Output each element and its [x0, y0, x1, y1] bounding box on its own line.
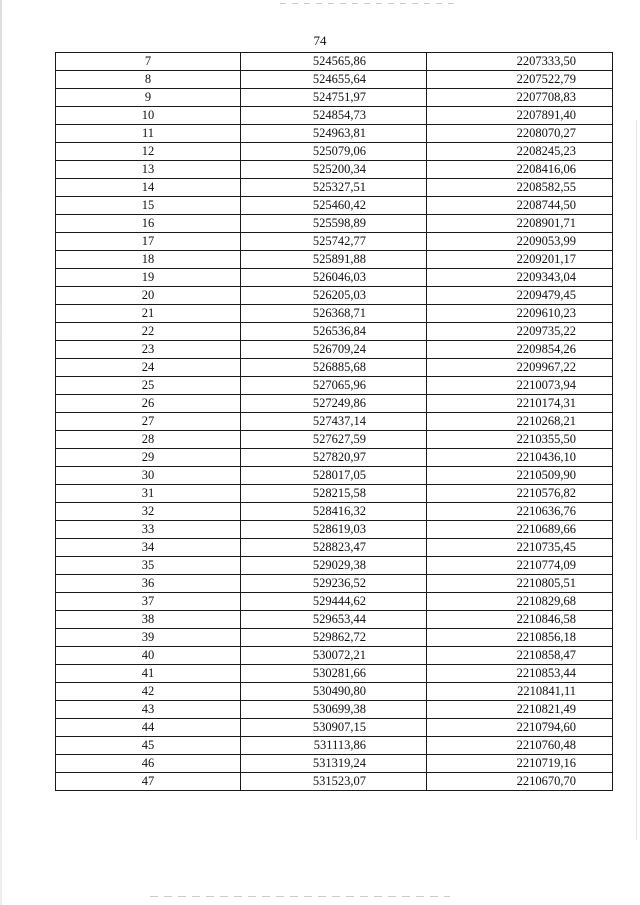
- table-row: [56, 431, 613, 449]
- y-coordinate-cell: 2209610,23: [427, 305, 613, 323]
- x-coordinate-cell: 524963,81: [241, 125, 427, 143]
- y-coordinate-cell: 2210829,68: [427, 593, 613, 611]
- x-coordinate-cell: 529029,38: [241, 557, 427, 575]
- y-coordinate-cell: 2210853,44: [427, 665, 613, 683]
- y-coordinate-cell: 2208245,23: [427, 143, 613, 161]
- x-coordinate-cell: 524565,86: [241, 53, 427, 71]
- page-number: 74: [313, 33, 327, 48]
- table-row: [56, 197, 613, 215]
- y-coordinate-cell: 2208744,50: [427, 197, 613, 215]
- coordinates-table-body: [56, 53, 613, 791]
- table-row: [56, 701, 613, 719]
- x-coordinate-cell: 524655,64: [241, 71, 427, 89]
- point-number-cell: 11: [56, 125, 241, 143]
- point-number-cell: 47: [56, 773, 241, 791]
- x-coordinate-cell: 525891,88: [241, 251, 427, 269]
- y-coordinate-cell: 2208416,06: [427, 161, 613, 179]
- table-row: [56, 125, 613, 143]
- point-number-cell: 21: [56, 305, 241, 323]
- table-row: [56, 557, 613, 575]
- y-coordinate-cell: 2209053,99: [427, 233, 613, 251]
- table-row: [56, 287, 613, 305]
- table-row: [56, 413, 613, 431]
- table-row: [56, 143, 613, 161]
- table-row: [56, 341, 613, 359]
- table-row: [56, 323, 613, 341]
- y-coordinate-cell: 2210774,09: [427, 557, 613, 575]
- x-coordinate-cell: 525327,51: [241, 179, 427, 197]
- x-coordinate-cell: 525079,06: [241, 143, 427, 161]
- table-row: [56, 305, 613, 323]
- table-row: [56, 719, 613, 737]
- x-coordinate-cell: 529236,52: [241, 575, 427, 593]
- scan-edge-left: [0, 0, 2, 905]
- y-coordinate-cell: 2207891,40: [427, 107, 613, 125]
- y-coordinate-cell: 2210174,31: [427, 395, 613, 413]
- table-row: [56, 377, 613, 395]
- point-number-cell: 36: [56, 575, 241, 593]
- table-row: [56, 359, 613, 377]
- y-coordinate-cell: 2210436,10: [427, 449, 613, 467]
- y-coordinate-cell: 2209854,26: [427, 341, 613, 359]
- point-number-cell: 15: [56, 197, 241, 215]
- scan-edge-right: [636, 120, 637, 840]
- point-number-cell: 42: [56, 683, 241, 701]
- point-number-cell: 8: [56, 71, 241, 89]
- y-coordinate-cell: 2210735,45: [427, 539, 613, 557]
- point-number-cell: 18: [56, 251, 241, 269]
- x-coordinate-cell: 530072,21: [241, 647, 427, 665]
- point-number-cell: 37: [56, 593, 241, 611]
- y-coordinate-cell: 2208901,71: [427, 215, 613, 233]
- point-number-cell: 28: [56, 431, 241, 449]
- point-number-cell: 9: [56, 89, 241, 107]
- y-coordinate-cell: 2207333,50: [427, 53, 613, 71]
- point-number-cell: 45: [56, 737, 241, 755]
- y-coordinate-cell: 2210355,50: [427, 431, 613, 449]
- table-row: [56, 215, 613, 233]
- table-row: [56, 485, 613, 503]
- x-coordinate-cell: 525460,42: [241, 197, 427, 215]
- x-coordinate-cell: 527820,97: [241, 449, 427, 467]
- table-row: [56, 89, 613, 107]
- table-row: [56, 611, 613, 629]
- x-coordinate-cell: 531319,24: [241, 755, 427, 773]
- x-coordinate-cell: 526885,68: [241, 359, 427, 377]
- y-coordinate-cell: 2210719,16: [427, 755, 613, 773]
- point-number-cell: 44: [56, 719, 241, 737]
- point-number-cell: 22: [56, 323, 241, 341]
- point-number-cell: 12: [56, 143, 241, 161]
- point-number-cell: 13: [56, 161, 241, 179]
- y-coordinate-cell: 2208582,55: [427, 179, 613, 197]
- x-coordinate-cell: 531523,07: [241, 773, 427, 791]
- x-coordinate-cell: 529444,62: [241, 593, 427, 611]
- x-coordinate-cell: 524854,73: [241, 107, 427, 125]
- table-row: [56, 539, 613, 557]
- table-row: [56, 251, 613, 269]
- x-coordinate-cell: 528823,47: [241, 539, 427, 557]
- point-number-cell: 32: [56, 503, 241, 521]
- point-number-cell: 20: [56, 287, 241, 305]
- x-coordinate-cell: 526368,71: [241, 305, 427, 323]
- x-coordinate-cell: 525200,34: [241, 161, 427, 179]
- table-row: [56, 665, 613, 683]
- point-number-cell: 31: [56, 485, 241, 503]
- x-coordinate-cell: 528416,32: [241, 503, 427, 521]
- y-coordinate-cell: 2210073,94: [427, 377, 613, 395]
- point-number-cell: 25: [56, 377, 241, 395]
- x-coordinate-cell: 528619,03: [241, 521, 427, 539]
- x-coordinate-cell: 526205,03: [241, 287, 427, 305]
- point-number-cell: 17: [56, 233, 241, 251]
- point-number-cell: 34: [56, 539, 241, 557]
- x-coordinate-cell: 530281,66: [241, 665, 427, 683]
- table-row: [56, 755, 613, 773]
- scan-edge-bottom: [150, 896, 450, 897]
- y-coordinate-cell: 2210636,76: [427, 503, 613, 521]
- point-number-cell: 23: [56, 341, 241, 359]
- point-number-cell: 7: [56, 53, 241, 71]
- table-row: [56, 233, 613, 251]
- table-row: [56, 773, 613, 791]
- table-row: [56, 53, 613, 71]
- table-row: [56, 467, 613, 485]
- x-coordinate-cell: 529653,44: [241, 611, 427, 629]
- table-row: [56, 161, 613, 179]
- point-number-cell: 38: [56, 611, 241, 629]
- point-number-cell: 16: [56, 215, 241, 233]
- x-coordinate-cell: 526046,03: [241, 269, 427, 287]
- y-coordinate-cell: 2210268,21: [427, 413, 613, 431]
- y-coordinate-cell: 2208070,27: [427, 125, 613, 143]
- x-coordinate-cell: 527437,14: [241, 413, 427, 431]
- x-coordinate-cell: 527627,59: [241, 431, 427, 449]
- point-number-cell: 39: [56, 629, 241, 647]
- point-number-cell: 33: [56, 521, 241, 539]
- y-coordinate-cell: 2209343,04: [427, 269, 613, 287]
- table-row: [56, 593, 613, 611]
- table-row: [56, 179, 613, 197]
- y-coordinate-cell: 2210670,70: [427, 773, 613, 791]
- table-row: [56, 269, 613, 287]
- x-coordinate-cell: 525598,89: [241, 215, 427, 233]
- table-row: [56, 107, 613, 125]
- table-row: [56, 71, 613, 89]
- table-row: [56, 449, 613, 467]
- point-number-cell: 26: [56, 395, 241, 413]
- x-coordinate-cell: 527065,96: [241, 377, 427, 395]
- point-number-cell: 24: [56, 359, 241, 377]
- point-number-cell: 27: [56, 413, 241, 431]
- y-coordinate-cell: 2209201,17: [427, 251, 613, 269]
- table-row: [56, 737, 613, 755]
- y-coordinate-cell: 2209967,22: [427, 359, 613, 377]
- table-row: [56, 683, 613, 701]
- y-coordinate-cell: 2209735,22: [427, 323, 613, 341]
- x-coordinate-cell: 526536,84: [241, 323, 427, 341]
- y-coordinate-cell: 2210841,11: [427, 683, 613, 701]
- y-coordinate-cell: 2210760,48: [427, 737, 613, 755]
- x-coordinate-cell: 530490,80: [241, 683, 427, 701]
- x-coordinate-cell: 531113,86: [241, 737, 427, 755]
- y-coordinate-cell: 2210846,58: [427, 611, 613, 629]
- coordinates-table: [55, 52, 613, 791]
- y-coordinate-cell: 2210794,60: [427, 719, 613, 737]
- table-row: [56, 503, 613, 521]
- point-number-cell: 40: [56, 647, 241, 665]
- table-row: [56, 647, 613, 665]
- point-number-cell: 29: [56, 449, 241, 467]
- point-number-cell: 30: [56, 467, 241, 485]
- point-number-cell: 14: [56, 179, 241, 197]
- x-coordinate-cell: 527249,86: [241, 395, 427, 413]
- x-coordinate-cell: 526709,24: [241, 341, 427, 359]
- point-number-cell: 19: [56, 269, 241, 287]
- y-coordinate-cell: 2207522,79: [427, 71, 613, 89]
- x-coordinate-cell: 528017,05: [241, 467, 427, 485]
- table-row: [56, 521, 613, 539]
- y-coordinate-cell: 2210856,18: [427, 629, 613, 647]
- x-coordinate-cell: 524751,97: [241, 89, 427, 107]
- point-number-cell: 43: [56, 701, 241, 719]
- point-number-cell: 10: [56, 107, 241, 125]
- x-coordinate-cell: 528215,58: [241, 485, 427, 503]
- x-coordinate-cell: 530907,15: [241, 719, 427, 737]
- table-row: [56, 629, 613, 647]
- y-coordinate-cell: 2210509,90: [427, 467, 613, 485]
- x-coordinate-cell: 525742,77: [241, 233, 427, 251]
- y-coordinate-cell: 2207708,83: [427, 89, 613, 107]
- y-coordinate-cell: 2210689,66: [427, 521, 613, 539]
- y-coordinate-cell: 2209479,45: [427, 287, 613, 305]
- point-number-cell: 35: [56, 557, 241, 575]
- point-number-cell: 46: [56, 755, 241, 773]
- scan-edge-top: [280, 3, 460, 4]
- table-row: [56, 575, 613, 593]
- y-coordinate-cell: 2210576,82: [427, 485, 613, 503]
- y-coordinate-cell: 2210858,47: [427, 647, 613, 665]
- x-coordinate-cell: 530699,38: [241, 701, 427, 719]
- y-coordinate-cell: 2210821,49: [427, 701, 613, 719]
- point-number-cell: 41: [56, 665, 241, 683]
- y-coordinate-cell: 2210805,51: [427, 575, 613, 593]
- table-row: [56, 395, 613, 413]
- x-coordinate-cell: 529862,72: [241, 629, 427, 647]
